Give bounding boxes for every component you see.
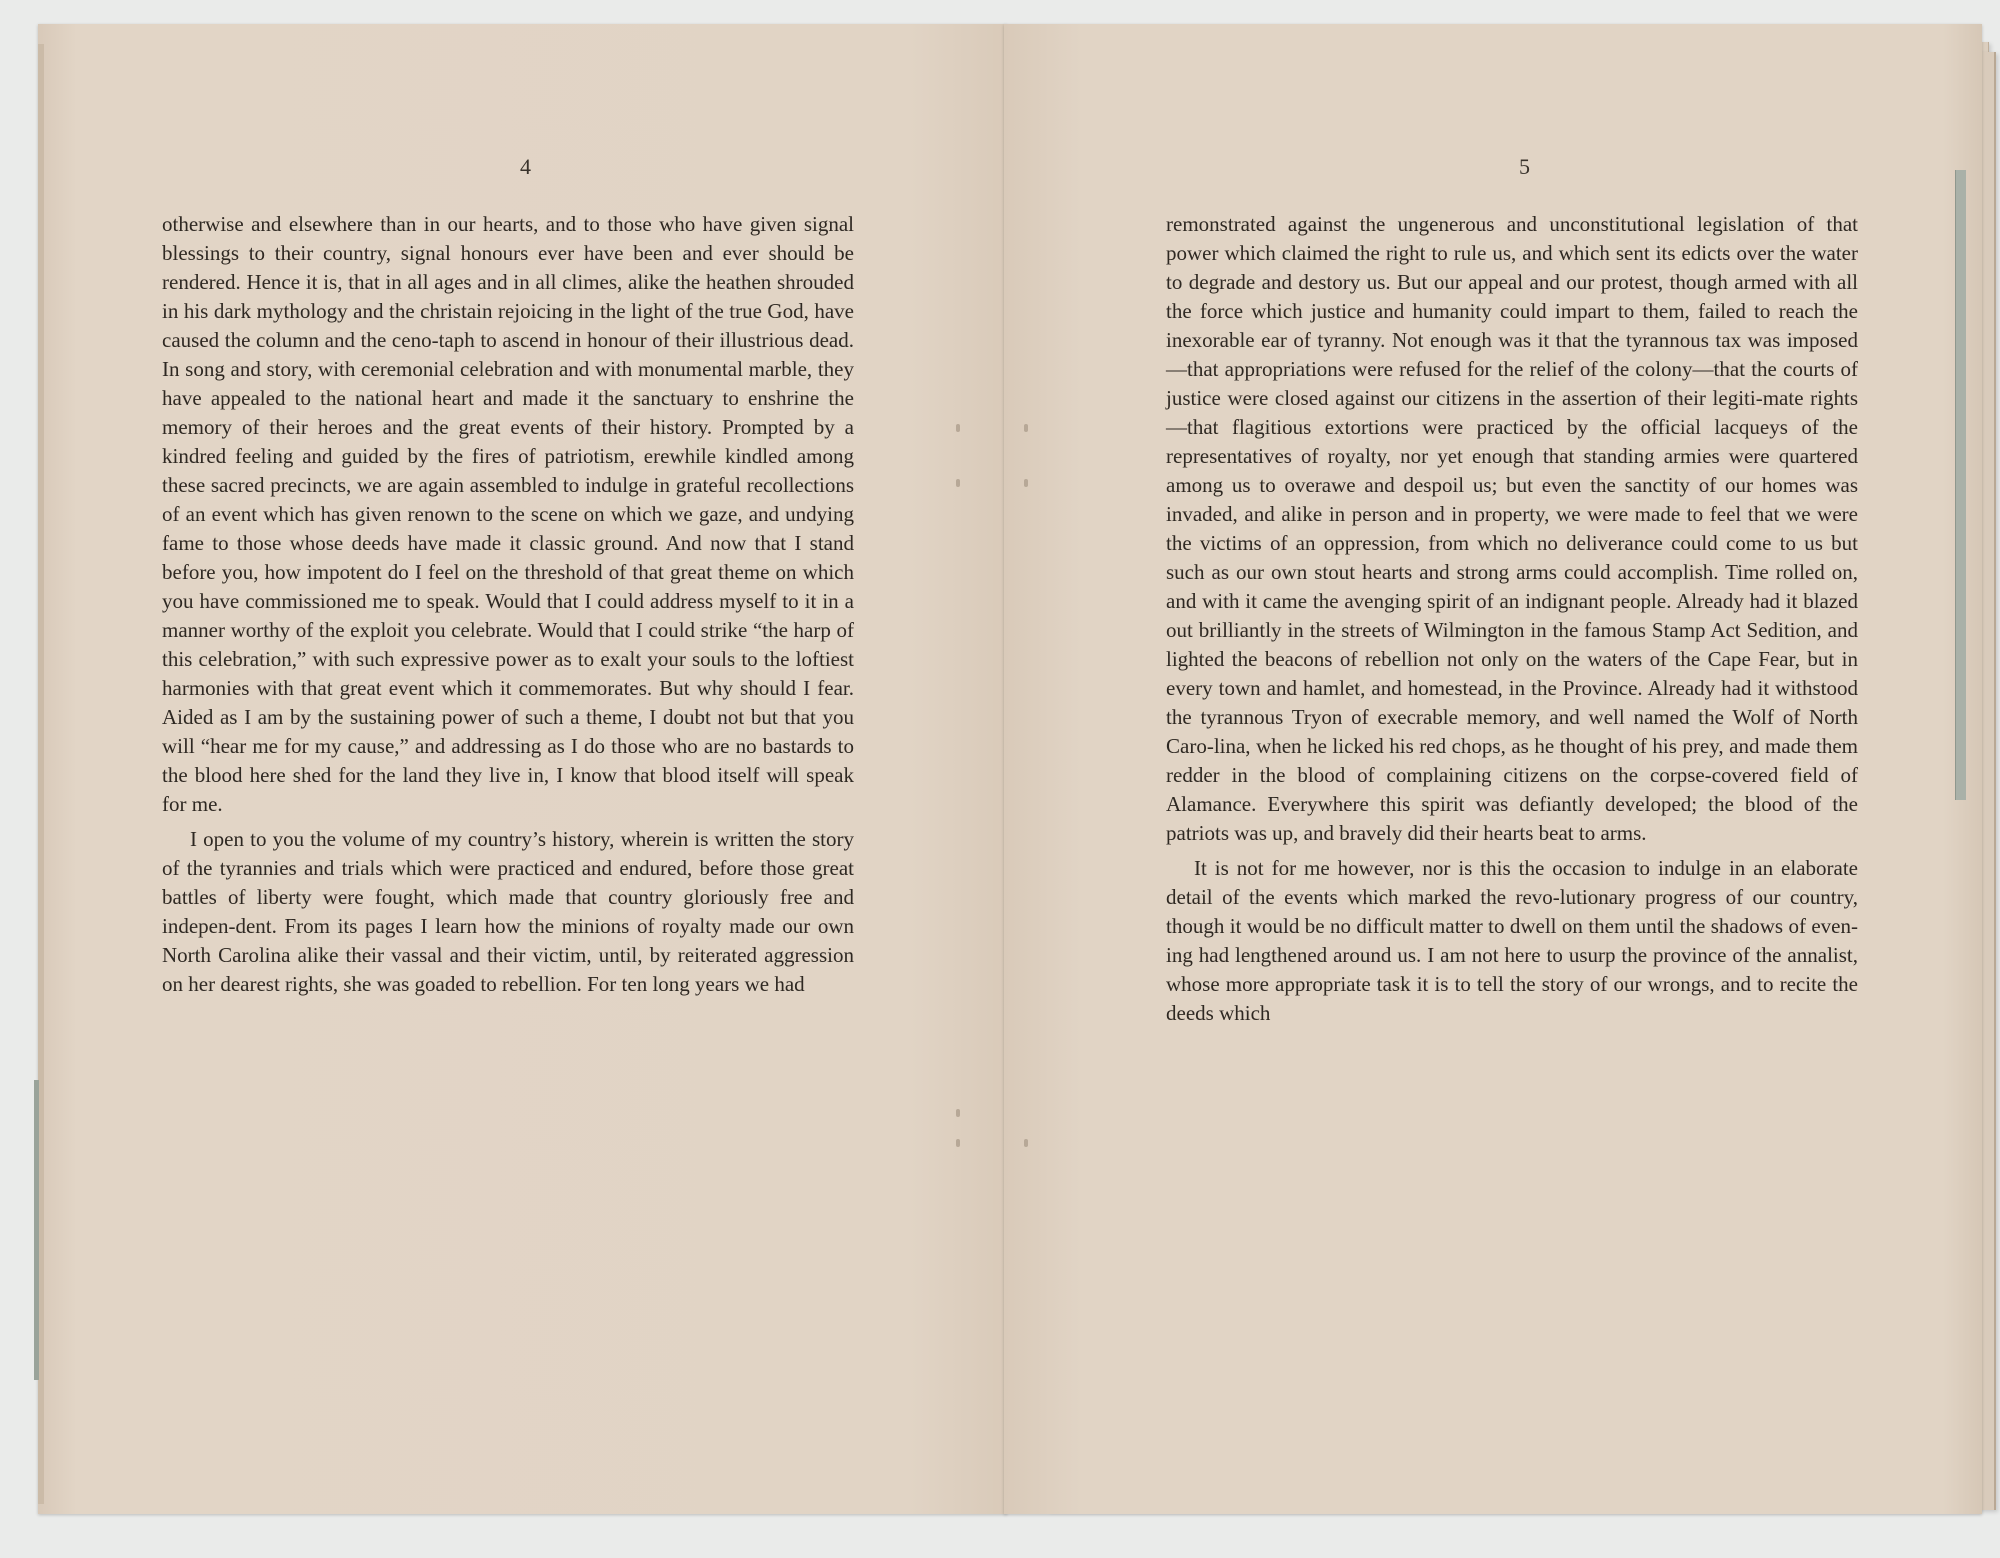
binding-stitch [1024, 424, 1028, 432]
binding-stitch [956, 479, 960, 487]
paragraph: I open to you the volume of my country’s history, wherein is written the story of the tyrannies and trials which were practiced and endured, before those great battles of liberty were fought, which made that country gloriously free and indepen-dent. From its pages I learn how the minions of royalty made our own North Carolina alike their vassal and their victim, until, by reiterated aggression on her dearest rights, she was goaded to rebellion. For ten long years we had [162, 827, 854, 996]
binding-stitch [956, 1109, 960, 1117]
right-page-body [1166, 210, 1858, 1028]
binding-stitch [956, 1139, 960, 1147]
left-page-body [162, 210, 854, 999]
paragraph: It is not for me however, nor is this the occasion to indulge in an elaborate detail of the events which marked the revo-lutionary progress of our country, though it would be no difficult matter to dwell on them until the shadows of even-ing had lengthened around us. I am not here to usurp the province of the annalist, whose more appropriate task it is to tell the story of our wrongs, and to recite the deeds which [1166, 856, 1858, 1025]
binding-stitch [1024, 479, 1028, 487]
paragraph: otherwise and elsewhere than in our hearts, and to those who have given signal blessings to their country, signal honours ever have been and ever should be rendered. Hence it is, that in all ages and in all climes, alike the heathen shrouded in his dark mythology and the christain rejoicing in the light of the true God, have caused the column and the ceno-taph to ascend in honour of their illustrious dead. In song and story, with ceremonial celebration and with monumental marble, they have appealed to the national heart and made it the sanctuary to enshrine the memory of their heroes and the great events of their history. Prompted by a kindred feeling and guided by the fires of patriotism, erewhile kindled among these sacred precincts, we are again assembled to indulge in grateful recollections of an event which has given renown to the scene on which we gaze, and undying fame to those whose deeds have made it classic ground. And now that I stand before you, how impotent do I feel on the threshold of that great theme on which you have commissioned me to speak. Would that I could address myself to it in a manner worthy of the exploit you celebrate. Would that I could strike “the harp of this celebration,” with such expressive power as to exalt your souls to the loftiest harmonies with that great event which it commemorates. But why should I fear. Aided as I am by the sustaining power of such a theme, I doubt not but that you will “hear me for my cause,” and addressing as I do those who are no bastards to the blood here shed for the land they live in, I know that blood itself will speak for me. [162, 212, 854, 816]
paragraph: remonstrated against the ungenerous and unconstitutional legislation of that power which claimed the right to rule us, and which sent its edicts over the water to degrade and destory us. But our appeal and our protest, though armed with all the force which justice and humanity could impart to them, failed to reach the inexorable ear of tyranny. Not enough was it that the tyrannous tax was imposed—that appropriations were refused for the relief of the colony—that the courts of justice were closed against our citizens in the assertion of their legiti-mate rights—that flagitious extortions were practiced by the official lacqueys of the representatives of royalty, nor yet enough that standing armies were quartered among us to overawe and despoil us; but even the sanctity of our homes was invaded, and alike in person and in property, we were made to feel that we were the victims of an oppression, from which no deliverance could come to us but such as our own stout hearts and strong arms could accomplish. Time rolled on, and with it came the avenging spirit of an indignant people. Already had it blazed out brilliantly in the streets of Wilmington in the famous Stamp Act Sedition, and lighted the beacons of rebellion not only on the waters of the Cape Fear, but in every town and hamlet, and homestead, in the Province. Already had it withstood the tyrannous Tryon of execrable memory, and well named the Wolf of North Caro-lina, when he licked his red chops, as he thought of his prey, and made them redder in the blood of complaining citizens on the corpse-covered field of Alamance. Everywhere this spirit was defiantly developed; the blood of the patriots was up, and bravely did their hearts beat to arms. [1166, 212, 1858, 845]
binding-stitch [956, 424, 960, 432]
cover-edge [1955, 170, 1966, 800]
cover-edge [34, 1080, 39, 1380]
page-number: 5 [1519, 154, 1530, 179]
binding-stitch [1024, 1139, 1028, 1147]
page-number: 4 [520, 154, 531, 179]
